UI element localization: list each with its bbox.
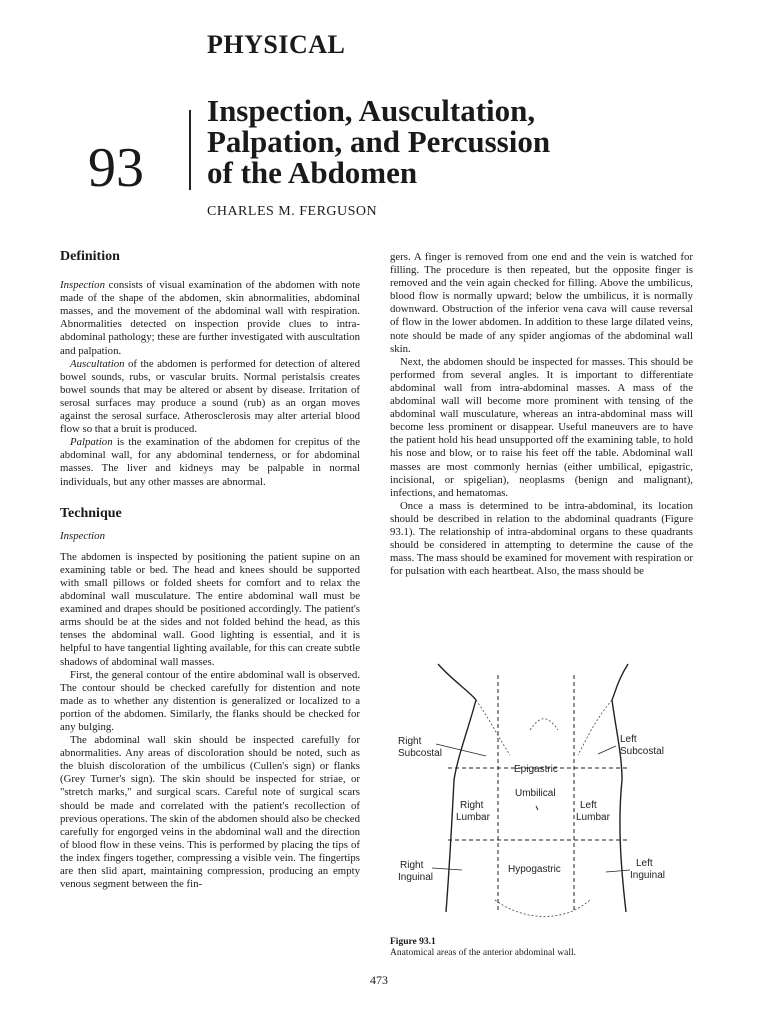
title-divider [189, 110, 191, 190]
label-left-inguinal-2: Inguinal [630, 870, 666, 881]
figure-caption-text: Anatomical areas of the anterior abdominal wall. [390, 948, 576, 958]
title-line-2: Palpation, and Percussion [207, 124, 551, 159]
label-left-subcostal-1: Left [620, 734, 637, 745]
xiphoid-curve [530, 719, 558, 730]
label-right-lumbar-2: Lumbar [456, 812, 490, 823]
right-paragraph-3: Once a mass is determined to be intra-abdominal, its location should be described in relation to the abdominal quadrants (Figure 93.1). The relationship of intra-abdominal organs to these quadrants should be considered in attempting to determine the cause of the mass. The mass should be examined for movement with respiration or for pulsation with each heartbeat. Also, the mass should be [390, 499, 693, 578]
left-column [60, 250, 360, 891]
label-umbilical: Umbilical [515, 788, 556, 799]
label-left-lumbar-1: Left [580, 800, 597, 811]
leader-right-inguinal [432, 868, 462, 870]
label-right-inguinal-1: Right [400, 860, 424, 871]
technique-heading: Technique [60, 505, 122, 521]
chapter-title [207, 95, 727, 188]
abdominal-regions-figure [390, 660, 700, 920]
label-epigastric: Epigastric [514, 764, 558, 775]
title-line-3: of the Abdomen [207, 155, 418, 190]
torso-left-outline [438, 664, 476, 912]
figure-caption [390, 937, 576, 959]
author-name: CHARLES M. FERGUSON [207, 204, 378, 219]
label-left-inguinal-1: Left [636, 858, 653, 869]
right-paragraph-1: gers. A finger is removed from one end and the vein is watched for filling. The procedure is then repeated, but the opposite finger is removed and the vein again checked for filling. Above the umbilicus, blood flow is normally upward; below the umbilicus, it is normally downward. Obstruction of the inferior vena cava will cause reversal of flow in the lower abdomen. In addition to these large dilated veins, note should be made of any spider angiomas of the abdominal wall skin. [390, 251, 693, 355]
label-left-subcostal-2: Subcostal [620, 746, 664, 757]
pelvic-curve [495, 900, 590, 917]
term-auscultation: Auscultation [70, 357, 125, 370]
label-left-lumbar-2: Lumbar [576, 812, 610, 823]
torso-right-outline [612, 664, 628, 912]
technique-paragraph-2: First, the general contour of the entire abdominal wall is observed. The contour should be checked carefully for distention and note made as to whether any distention is generalized or localized to a portion of the abdomen. Similarly, the flanks should be checked for any bulging. [60, 668, 360, 733]
technique-paragraph-3: The abdominal wall skin should be inspected carefully for abnormalities. Any areas of discoloration should be noted, such as the bluish discoloration of the umbilicus (Cullen's sign) or flanks (Grey Turner's sign). The skin should be inspected for striae, or "stretch marks," and surgical scars. Careful note of surgical scars should be made and correlated with the patient's recollection of previous operations. The skin of the abdomen should also be checked carefully for engorged veins in the abdominal wall and the direction of blood flow in these veins. This is performed by placing the tips of the index fingers together, compressing a visible vein. The fingertips are then slid apart, maintaining compression, producing an empty venous segment between the fin- [60, 734, 360, 891]
definition-paragraph-2: Auscultation of the abdomen is performed for detection of altered bowel sounds, rubs, or vascular bruits. Normal peristalsis creates bowel sounds that may be altered or absent by disease. Irritation of serosal surfaces may produce a sound (rub) as an organ moves against the serosal surface. Atherosclerosis may alter arterial blood flow so that a bruit is produced. [60, 357, 360, 436]
label-right-lumbar-1: Right [460, 800, 484, 811]
technique-paragraph-1: The abdomen is inspected by positioning the patient supine on an examining table or bed. The head and knees should be supported with small pillows or folded sheets for comfort and to relax the abdominal wall musculature. The entire abdominal wall must be examined and drapes should be positioned accordingly. The patient's arms should be at the sides and not folded behind the head, as this tenses the abdominal wall. Good lighting is essential, and it is helpful to have tangential lighting available, for this can create subtle shadows of abdominal wall masses. [60, 550, 360, 668]
chapter-number: 93 [88, 137, 144, 199]
inspection-subheading: Inspection [60, 529, 105, 542]
rib-margin-right [578, 700, 612, 755]
leader-right-subcostal [436, 744, 486, 756]
label-right-subcostal-1: Right [398, 736, 422, 747]
definition-paragraph-1: Inspection consists of visual examination of the abdomen with note made of the shape of the abdomen, skin abnormalities, abdominal masses, and the movement of the abdominal wall with respiration. Abnormalities detected on inspection provide clues to intra-abdominal pathology; these are further investigated with auscultation and palpation. [60, 279, 360, 357]
term-inspection: Inspection [60, 279, 105, 292]
term-palpation: Palpation [70, 436, 113, 449]
right-column [390, 251, 693, 578]
rib-margin-left [476, 700, 510, 755]
umbilicus-mark [536, 806, 538, 810]
figure-label: Figure 93.1 [390, 937, 436, 947]
label-right-subcostal-2: Subcostal [398, 748, 442, 759]
leader-left-subcostal [598, 746, 616, 754]
label-right-inguinal-2: Inguinal [398, 872, 434, 883]
page-number: 473 [370, 973, 388, 987]
title-line-1: Inspection, Auscultation, [207, 93, 536, 128]
abdominal-regions-diagram [390, 660, 700, 920]
section-tag: PHYSICAL [207, 30, 346, 59]
leader-left-inguinal [606, 870, 630, 872]
definition-paragraph-3: Palpation is the examination of the abdomen for crepitus of the abdominal wall, for any abdominal tenderness, or for abdominal masses. The liver and kidneys may be palpable in normal individuals, but any other masses are abnormal. [60, 436, 360, 488]
label-hypogastric: Hypogastric [508, 864, 561, 875]
right-paragraph-2: Next, the abdomen should be inspected for masses. This should be performed from several angles. It is important to differentiate abdominal wall from intra-abdominal masses. A mass of the abdominal wall will become more prominent with tensing of the abdominal wall musculature, whereas an intra-abdominal mass will become less prominent or disappear. Useful maneuvers are to have the patient hold his head unsupported off the examining table, to hold his nose and blow, or to raise his feet off the table. Abdominal wall masses are most commonly hernias (either umbilical, epigastric, incisional, or spigelian), neoplasms (benign and malignant), infections, and hematomas. [390, 355, 693, 499]
definition-heading: Definition [60, 249, 120, 264]
